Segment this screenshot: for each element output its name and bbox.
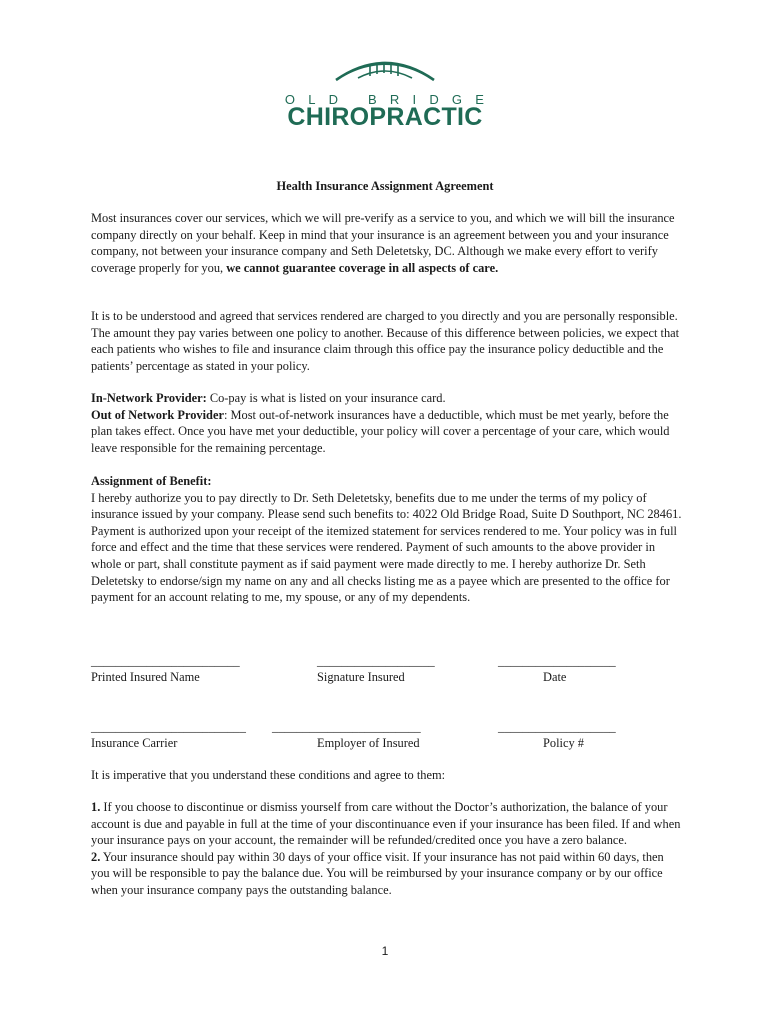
policy-number-label: Policy # — [543, 736, 584, 750]
condition-text: If you choose to discontinue or dismiss yourself from care without the Doctor’s authorization, the balance of your account is due and payable in full at the time of your discontinuance even if your insurance has been filed. If and when your insurance pays on your account, the remainder will be refunded/credited once you have a zero balance. — [91, 800, 681, 848]
page-number: 1 — [381, 944, 389, 958]
conditions-list — [91, 799, 685, 899]
signature-line[interactable]: ___________________ — [317, 654, 435, 668]
condition-number: 2. — [91, 849, 101, 864]
out-network-label: Out of Network Provider — [91, 407, 224, 422]
policy-number-line[interactable]: ___________________ — [498, 720, 616, 734]
assignment-text: I hereby authorize you to pay directly to Dr. Seth Deletetsky, benefits due to me under the terms of my policy of insurance issued by your company. Please send such benefits to: 4022 Old Bridge Road, Suite D Southport, NC 28461. Payment is authorized upon your receipt of the itemized statement for services rendered to me. Your policy was in full force and effect and the time that these services were rendered. Payment of such amounts to the above provider in whole or part, shall constitute payment as if said payment were made directly to me. I hereby authorize Dr. Seth Deletetsky to endorse/sign my name on any and all checks listing me as a payee which are presented to the office for payment for an account relating to me, my spouse, or any of my dependents. — [91, 490, 682, 605]
out-network-text: : Most out-of-network insurances have a deductible, which must be met yearly, before the plan takes effect. Once you have met your deductible, your policy will cover a percentage of your care, which would leave responsible for the remaining percentage. — [91, 407, 670, 455]
intro-paragraph — [91, 210, 685, 276]
old-bridge-chiropractic-logo — [270, 52, 500, 142]
date-line[interactable]: ___________________ — [498, 654, 616, 668]
logo-tagline: OLD BRIDGE — [284, 92, 498, 107]
signature-label: Signature Insured — [317, 670, 405, 684]
employer-line[interactable]: ________________________ — [272, 720, 421, 734]
in-network-text: Co-pay is what is listed on your insurance card. — [206, 391, 446, 405]
assignment-paragraph — [91, 473, 685, 606]
providers-paragraph — [91, 390, 685, 456]
insurance-carrier-label: Insurance Carrier — [91, 736, 178, 750]
bridge-arch-icon — [332, 52, 438, 88]
logo-wordmark: CHIROPRACTIC — [287, 103, 483, 131]
intro-bold-text: we cannot guarantee coverage in all aspects of care. — [226, 260, 499, 275]
employer-label: Employer of Insured — [317, 736, 420, 750]
intro-text: Most insurances cover our services, which we will pre-verify as a service to you, and which we will bill the insurance company directly on your behalf. Keep in mind that your insurance is an agreement between you and your insurance company, not between your insurance company and Seth Deletetsky, DC. Although we make every effort to verify coverage properly for you, — [91, 211, 675, 275]
imperative-statement: It is imperative that you understand these conditions and agree to them: — [91, 768, 446, 782]
condition-number: 1. — [91, 800, 101, 814]
printed-name-line[interactable]: ________________________ — [91, 654, 240, 668]
condition-text: Your insurance should pay within 30 days of your office visit. If your insurance has not paid within 60 days, then you will be responsible to pay the balance due. You will be reimbursed by your insurance company or by our office when your insurance company pays the outstanding balance. — [91, 849, 664, 897]
document-title: Health Insurance Assignment Agreement — [276, 179, 494, 193]
in-network-label: In-Network Provider: — [91, 391, 207, 405]
printed-name-label: Printed Insured Name — [91, 670, 200, 684]
insurance-carrier-line[interactable]: _________________________ — [91, 720, 246, 734]
responsibility-paragraph: It is to be understood and agreed that services rendered are charged to you directly and you are personally responsible. The amount they pay varies between one policy to another. Because of this difference between policies, we expect that each patients who wishes to file and insurance claim through this office pay the insurance policy deductible and the patients’ percentage as stated in your policy. — [91, 309, 680, 373]
assignment-heading: Assignment of Benefit: — [91, 474, 212, 488]
date-label: Date — [543, 670, 567, 684]
